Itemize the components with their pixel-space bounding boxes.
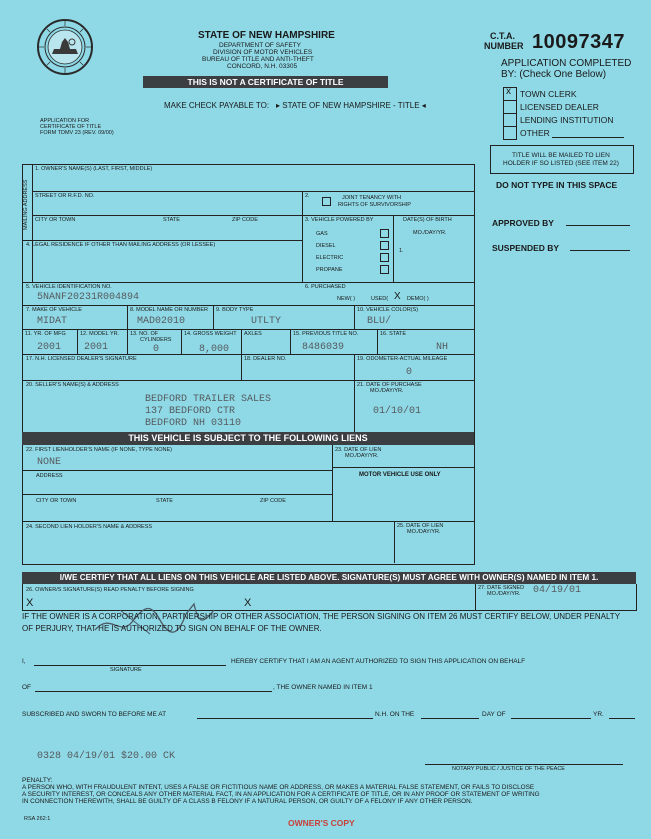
header-address: CONCORD, N.H. 03305 [227, 63, 298, 70]
dob-label: DATE(S) OF BIRTH [403, 217, 452, 223]
purchased-used-mark: X [394, 291, 401, 302]
date-signed-label: 27. DATE SIGNED [478, 585, 525, 591]
owner-name-label: 1. OWNER'S NAME(S) (LAST, FIRST, MIDDLE) [35, 166, 153, 172]
city-label: CITY OR TOWN [35, 217, 76, 223]
state-label: STATE [163, 217, 180, 223]
color-label: 10. VEHICLE COLOR(S) [357, 307, 419, 313]
mailed-note-2: HOLDER IF SO LISTED (SEE ITEM 22) [503, 160, 619, 167]
body-type-label: 9. BODY TYPE [216, 307, 254, 313]
suspended-by-line[interactable] [570, 250, 630, 251]
model-label: 8. MODEL NAME OR NUMBER [130, 307, 209, 313]
payable-to: ▸ STATE OF NEW HAMPSHIRE - TITLE ◂ [276, 101, 426, 110]
other-checkbox[interactable] [503, 126, 517, 140]
cta-label-1: C.T.A. [490, 31, 516, 41]
model-yr-value[interactable]: 2001 [84, 342, 109, 353]
propane-label: PROPANE [316, 267, 343, 273]
body-type-value[interactable]: UTLTY [251, 316, 282, 327]
legal-residence-label: 4. LEGAL RESIDENCE IF OTHER THAN MAILING ADDRESS (OR LESSEE) [26, 242, 216, 248]
propane-checkbox[interactable] [380, 265, 389, 274]
date-of-lien-format: MO./DAY/YR. [345, 453, 379, 459]
penalty-line-3: IN CONNECTION THEREWITH, SHALL BE GUILTY OF A CLASS B FELONY IF A NATURAL PERSON, OR GUILTY OF A FELONY IF ANY OTHER PERSON. [22, 798, 473, 805]
sworn-year-line[interactable] [609, 718, 635, 719]
diesel-checkbox[interactable] [380, 241, 389, 250]
model-value[interactable]: MAD02010 [137, 316, 186, 327]
dob-format: MO./DAY/YR. [413, 230, 447, 236]
main-form [22, 164, 475, 565]
header-dept: DEPARTMENT OF SAFETY [219, 42, 301, 49]
completed-by-1: APPLICATION COMPLETED [501, 58, 632, 69]
make-value[interactable]: MIDAT [37, 316, 68, 327]
cylinders-label-1: 13. NO. OF [130, 331, 159, 337]
purchased-used[interactable]: USED( [371, 296, 389, 302]
option-lending-institution: LENDING INSTITUTION [520, 115, 614, 125]
cylinders-label-2: CYLINDERS [140, 337, 172, 343]
purchased-label: 6. PURCHASED [305, 284, 346, 290]
certify-agent-text: HEREBY CERTIFY THAT I AM AN AGENT AUTHORIZED TO SIGN THIS APPLICATION ON BEHALF [231, 658, 526, 665]
dealer-signature-label: 17. N.H. LICENSED DEALER'S SIGNATURE [26, 356, 137, 362]
receipt-stamp: 0328 04/19/01 $20.00 CK [37, 751, 176, 762]
signature-caption: SIGNATURE [110, 667, 142, 673]
joint-tenancy-label-1: JOINT TENANCY WITH [342, 195, 401, 201]
owner-signature-label: 26. OWNER/S SIGNATURE(S) READ PENALTY BEFORE SIGNING [26, 587, 194, 593]
corp-statement-1: IF THE OWNER IS A CORPORATION, PARTNERSHIP OR OTHER ASSOCIATION, THE PERSON SIGNING ON ITEM 26 MUST CERTIFY BELOW, UNDER PENALTY [22, 612, 621, 621]
axles-label: AXLES [244, 331, 262, 337]
diesel-label: DIESEL [316, 243, 336, 249]
dob-1-label: 1. [399, 248, 404, 254]
yr-mfg-value[interactable]: 2001 [37, 342, 62, 353]
notary-caption: NOTARY PUBLIC / JUSTICE OF THE PEACE [452, 766, 565, 772]
header-division: DIVISION OF MOTOR VEHICLES [213, 49, 313, 56]
electric-label: ELECTRIC [316, 255, 344, 261]
seller-line-2[interactable]: 137 BEDFORD CTR [145, 406, 236, 417]
of-label: OF [22, 684, 32, 691]
option-town-clerk: TOWN CLERK [520, 89, 577, 99]
odometer-value[interactable]: 0 [406, 367, 413, 378]
sworn-month-line[interactable] [511, 718, 591, 719]
joint-tenancy-checkbox[interactable] [322, 197, 331, 206]
second-lienholder-label: 24. SECOND LIEN HOLDER'S NAME & ADDRESS [26, 524, 153, 530]
purchase-date-label: 21. DATE OF PURCHASE [357, 382, 422, 388]
not-certificate-banner: THIS IS NOT A CERTIFICATE OF TITLE [143, 76, 388, 88]
agent-signature-line[interactable] [34, 665, 226, 666]
penalty-line-1: A PERSON WHO, WITH FRAUDULENT INTENT, USES A FALSE OR FICTITIOUS NAME OR ADDRESS, OR MAKES A MATERIAL FALSE STATEMENT, OR FAILS TO DISCLOSE [22, 784, 535, 791]
date-of-lien-2-label: 25. DATE OF LIEN [397, 523, 444, 529]
gas-checkbox[interactable] [380, 229, 389, 238]
mv-use-only: MOTOR VEHICLE USE ONLY [359, 472, 441, 478]
owners-copy: OWNER'S COPY [288, 818, 355, 828]
i-label: I, [22, 658, 26, 665]
date-of-lien-label: 23. DATE OF LIEN [335, 447, 382, 453]
gas-label: GAS [316, 231, 328, 237]
state-16-value[interactable]: NH [436, 342, 449, 353]
cta-label-2: NUMBER [484, 41, 524, 51]
day-of-label: DAY OF [482, 711, 506, 718]
first-lienholder-value[interactable]: NONE [37, 457, 62, 468]
vin-label: 5. VEHICLE IDENTIFICATION NO. [26, 284, 112, 290]
signature-x-1[interactable]: X [26, 597, 34, 609]
vin-value[interactable]: 5NANF20231R004894 [37, 292, 140, 303]
do-not-type: DO NOT TYPE IN THIS SPACE [496, 180, 618, 190]
form-name-2: CERTIFICATE OF TITLE [40, 124, 102, 130]
signature-x-2[interactable]: X [244, 597, 252, 609]
lien-state-label: STATE [156, 498, 173, 504]
owner-of-line[interactable] [35, 691, 272, 692]
model-yr-label: 12. MODEL YR. [80, 331, 120, 337]
header-bureau: BUREAU OF TITLE AND ANTI-THEFT [202, 56, 314, 63]
licensed-dealer-checkbox[interactable] [503, 100, 517, 114]
purchase-date-format: MO./DAY/YR. [370, 388, 404, 394]
make-label: 7. MAKE OF VEHICLE [26, 307, 82, 313]
sworn-place-line[interactable] [197, 718, 373, 719]
dealer-no-label: 18. DEALER NO. [244, 356, 287, 362]
electric-checkbox[interactable] [380, 253, 389, 262]
option-licensed-dealer: LICENSED DEALER [520, 102, 599, 112]
date-signed-format: MO./DAY/YR. [487, 591, 521, 597]
street-label: STREET OR R.F.D. NO. [35, 193, 95, 199]
seller-line-3[interactable]: BEDFORD NH 03110 [145, 418, 242, 429]
notary-line[interactable] [425, 764, 623, 765]
mailing-address-label: MAILING ADDRESS [23, 179, 29, 230]
penalty-line-2: A SECURITY INTEREST, OR CONCEALS ANY OTHER MATERIAL FACT, IN AN APPLICATION FOR A CERTIFICATE OF TITLE, OR IN ANY PROOF OR STATEMENT OF WRITING [22, 791, 540, 798]
owner-named-text: , THE OWNER NAMED IN ITEM 1 [273, 684, 373, 691]
certify-banner: I/WE CERTIFY THAT ALL LIENS ON THIS VEHICLE ARE LISTED ABOVE. SIGNATURE(S) MUST AGREE WITH OWNER(S) NAMED IN ITEM 1. [22, 572, 636, 584]
mailed-note-1: TITLE WILL BE MAILED TO LIEN [512, 152, 610, 159]
purchase-date-value[interactable]: 01/10/01 [373, 406, 422, 417]
lien-address-label: ADDRESS [36, 473, 63, 479]
header-state: STATE OF NEW HAMPSHIRE [198, 30, 335, 41]
lien-zip-label: ZIP CODE [260, 498, 286, 504]
powered-by-label: 3. VEHICLE POWERED BY [305, 217, 374, 223]
sworn-day-line[interactable] [421, 718, 479, 719]
penalty-heading: PENALTY: [22, 777, 53, 784]
liens-banner: THIS VEHICLE IS SUBJECT TO THE FOLLOWING LIENS [22, 432, 474, 445]
seller-label: 20. SELLER'S NAME(S) & ADDRESS [26, 382, 119, 388]
town-clerk-checkbox[interactable]: x [503, 87, 517, 101]
gross-weight-label: 14. GROSS WEIGHT [184, 331, 237, 337]
yr-label: YR. [593, 711, 604, 718]
form-name-1: APPLICATION FOR [40, 118, 90, 124]
purchased-new[interactable]: NEW( ) [337, 296, 356, 302]
first-lienholder-label: 22. FIRST LIENHOLDER'S NAME (IF NONE, TYPE NONE) [26, 447, 173, 453]
cylinders-value[interactable]: 0 [153, 344, 160, 355]
suspended-by-label: SUSPENDED BY [492, 243, 560, 253]
option-other: OTHER [520, 128, 550, 138]
gross-weight-value[interactable]: 8,000 [199, 344, 230, 355]
lien-city-label: CITY OR TOWN [36, 498, 77, 504]
rsa-reference: RSA 262:1 [24, 816, 51, 822]
sworn-label: SUBSCRIBED AND SWORN TO BEFORE ME AT [22, 711, 167, 718]
prev-title-value[interactable]: 8486039 [302, 342, 345, 353]
prev-title-label: 15. PREVIOUS TITLE NO. [293, 331, 359, 337]
lending-institution-checkbox[interactable] [503, 113, 517, 127]
date-of-lien-2-format: MO./DAY/YR. [407, 529, 441, 535]
cta-number: 10097347 [532, 31, 625, 53]
date-signed-value[interactable]: 04/19/01 [533, 585, 582, 596]
seller-line-1[interactable]: BEDFORD TRAILER SALES [145, 394, 272, 405]
yr-mfg-label: 11. YR. OF MFG [25, 331, 66, 337]
form-number: FORM TDMV 23 (REV. 09/00) [40, 130, 114, 136]
item-2-label: 2. [305, 193, 310, 199]
nh-on-label: N.H. ON THE [375, 711, 415, 718]
purchased-demo[interactable]: DEMO( ) [407, 296, 429, 302]
odometer-label: 19. ODOMETER-ACTUAL MILEAGE [357, 356, 448, 362]
completed-by-2: BY: (Check One Below) [501, 69, 607, 80]
corp-statement-2: OF PERJURY, THAT HE IS AUTHORIZED TO SIGN ON BEHALF OF THE OWNER. [22, 624, 322, 633]
approved-by-line[interactable] [566, 225, 630, 226]
color-value[interactable]: BLU/ [367, 316, 392, 327]
joint-tenancy-label-2: RIGHTS OF SURVIVORSHIP [338, 202, 411, 208]
payable-label: MAKE CHECK PAYABLE TO: [164, 101, 270, 110]
state-16-label: 16. STATE [380, 331, 407, 337]
zip-label: ZIP CODE [232, 217, 258, 223]
state-seal [36, 18, 94, 76]
approved-by-label: APPROVED BY [492, 218, 554, 228]
